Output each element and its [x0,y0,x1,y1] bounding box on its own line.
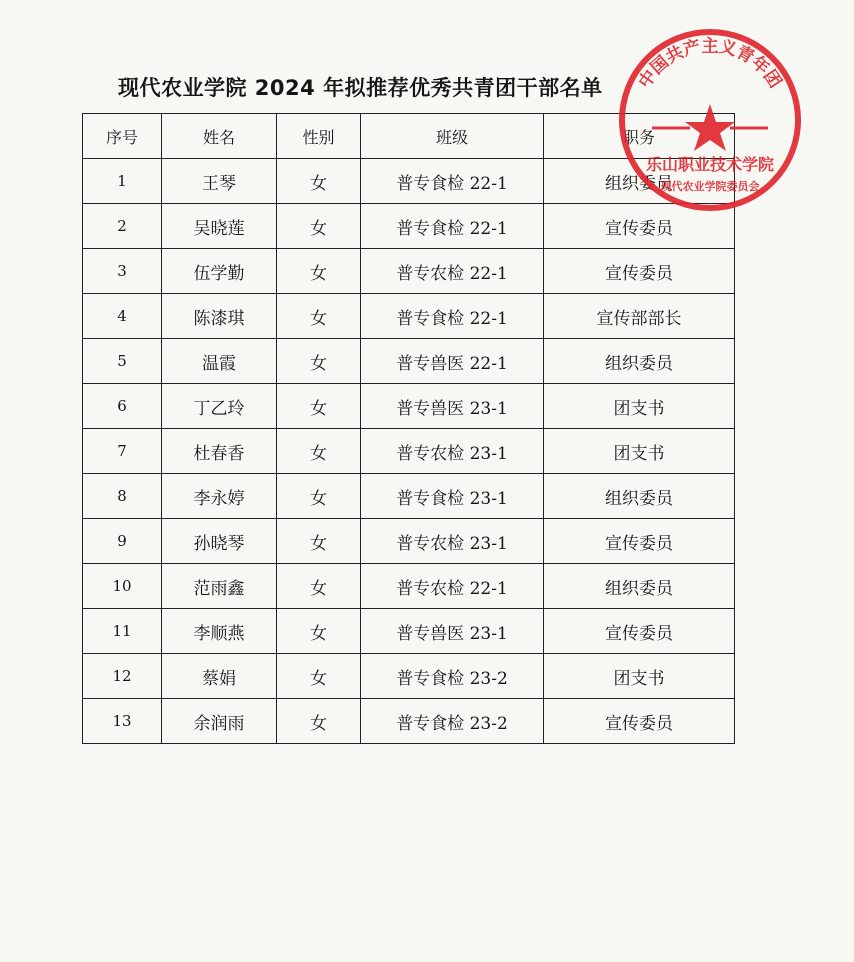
cell-position: 宣传部部长 [544,294,735,339]
cell-name: 杜春香 [162,429,277,474]
cell-index: 10 [83,564,162,609]
table-row [83,204,735,249]
cell-name: 陈漆琪 [162,294,277,339]
cell-position: 组织委员 [544,339,735,384]
cell-class: 普专农检 22-1 [361,564,544,609]
cell-index: 4 [83,294,162,339]
cell-index: 6 [83,384,162,429]
table-row [83,699,735,744]
cell-class: 普专食检 23-2 [361,654,544,699]
header-name: 姓名 [162,114,277,159]
cell-position: 组织委员 [544,474,735,519]
cell-gender: 女 [277,474,361,519]
cell-class: 普专农检 23-1 [361,519,544,564]
table-row [83,159,735,204]
cell-name: 吴晓莲 [162,204,277,249]
cell-index: 1 [83,159,162,204]
table-row [83,474,735,519]
cell-gender: 女 [277,654,361,699]
cadre-table [82,113,735,744]
cell-class: 普专食检 22-1 [361,294,544,339]
cell-position: 宣传委员 [544,249,735,294]
cell-name: 李永婷 [162,474,277,519]
cell-class: 普专食检 22-1 [361,159,544,204]
cell-name: 孙晓琴 [162,519,277,564]
cell-name: 丁乙玲 [162,384,277,429]
table-row [83,654,735,699]
cell-index: 13 [83,699,162,744]
cell-index: 3 [83,249,162,294]
cell-position: 团支书 [544,429,735,474]
cell-gender: 女 [277,564,361,609]
cell-gender: 女 [277,159,361,204]
cell-name: 温霞 [162,339,277,384]
cell-gender: 女 [277,249,361,294]
header-position: 职务 [544,114,735,159]
cell-name: 范雨鑫 [162,564,277,609]
header-index: 序号 [83,114,162,159]
cell-class: 普专食检 23-1 [361,474,544,519]
cell-position: 宣传委员 [544,699,735,744]
cell-name: 李顺燕 [162,609,277,654]
header-class: 班级 [361,114,544,159]
cell-name: 伍学勤 [162,249,277,294]
table-row [83,249,735,294]
cell-position: 宣传委员 [544,519,735,564]
cell-index: 2 [83,204,162,249]
cell-position: 组织委员 [544,564,735,609]
cell-gender: 女 [277,609,361,654]
cell-position: 宣传委员 [544,204,735,249]
table-header-row [83,114,735,159]
cell-class: 普专农检 22-1 [361,249,544,294]
seal-committee-name: 现代农业学院委员会 [660,180,760,193]
cell-position: 宣传委员 [544,609,735,654]
cell-class: 普专食检 22-1 [361,204,544,249]
cell-class: 普专食检 23-2 [361,699,544,744]
cell-index: 12 [83,654,162,699]
cell-gender: 女 [277,429,361,474]
cell-class: 普专兽医 22-1 [361,339,544,384]
table-row [83,384,735,429]
table-body [83,159,735,744]
cell-position: 组织委员 [544,159,735,204]
table-row [83,294,735,339]
cell-position: 团支书 [544,654,735,699]
cell-gender: 女 [277,294,361,339]
cell-class: 普专兽医 23-1 [361,384,544,429]
cell-index: 5 [83,339,162,384]
table-row [83,609,735,654]
cell-gender: 女 [277,699,361,744]
table-row [83,429,735,474]
cell-class: 普专兽医 23-1 [361,609,544,654]
cell-gender: 女 [277,384,361,429]
cell-name: 王琴 [162,159,277,204]
header-gender: 性别 [277,114,361,159]
cell-index: 11 [83,609,162,654]
document-title: 现代农业学院 2024 年拟推荐优秀共青团干部名单 [118,76,603,100]
cell-gender: 女 [277,339,361,384]
seal-arc-text: 中国共产主义青年团 [634,36,786,92]
seal-school-name: 乐山职业技术学院 [645,155,775,174]
table-row [83,564,735,609]
cell-index: 9 [83,519,162,564]
table-row [83,339,735,384]
table-row [83,519,735,564]
cell-name: 余润雨 [162,699,277,744]
cell-class: 普专农检 23-1 [361,429,544,474]
cell-gender: 女 [277,519,361,564]
cell-position: 团支书 [544,384,735,429]
cell-name: 蔡娟 [162,654,277,699]
cell-index: 7 [83,429,162,474]
cell-gender: 女 [277,204,361,249]
cell-index: 8 [83,474,162,519]
